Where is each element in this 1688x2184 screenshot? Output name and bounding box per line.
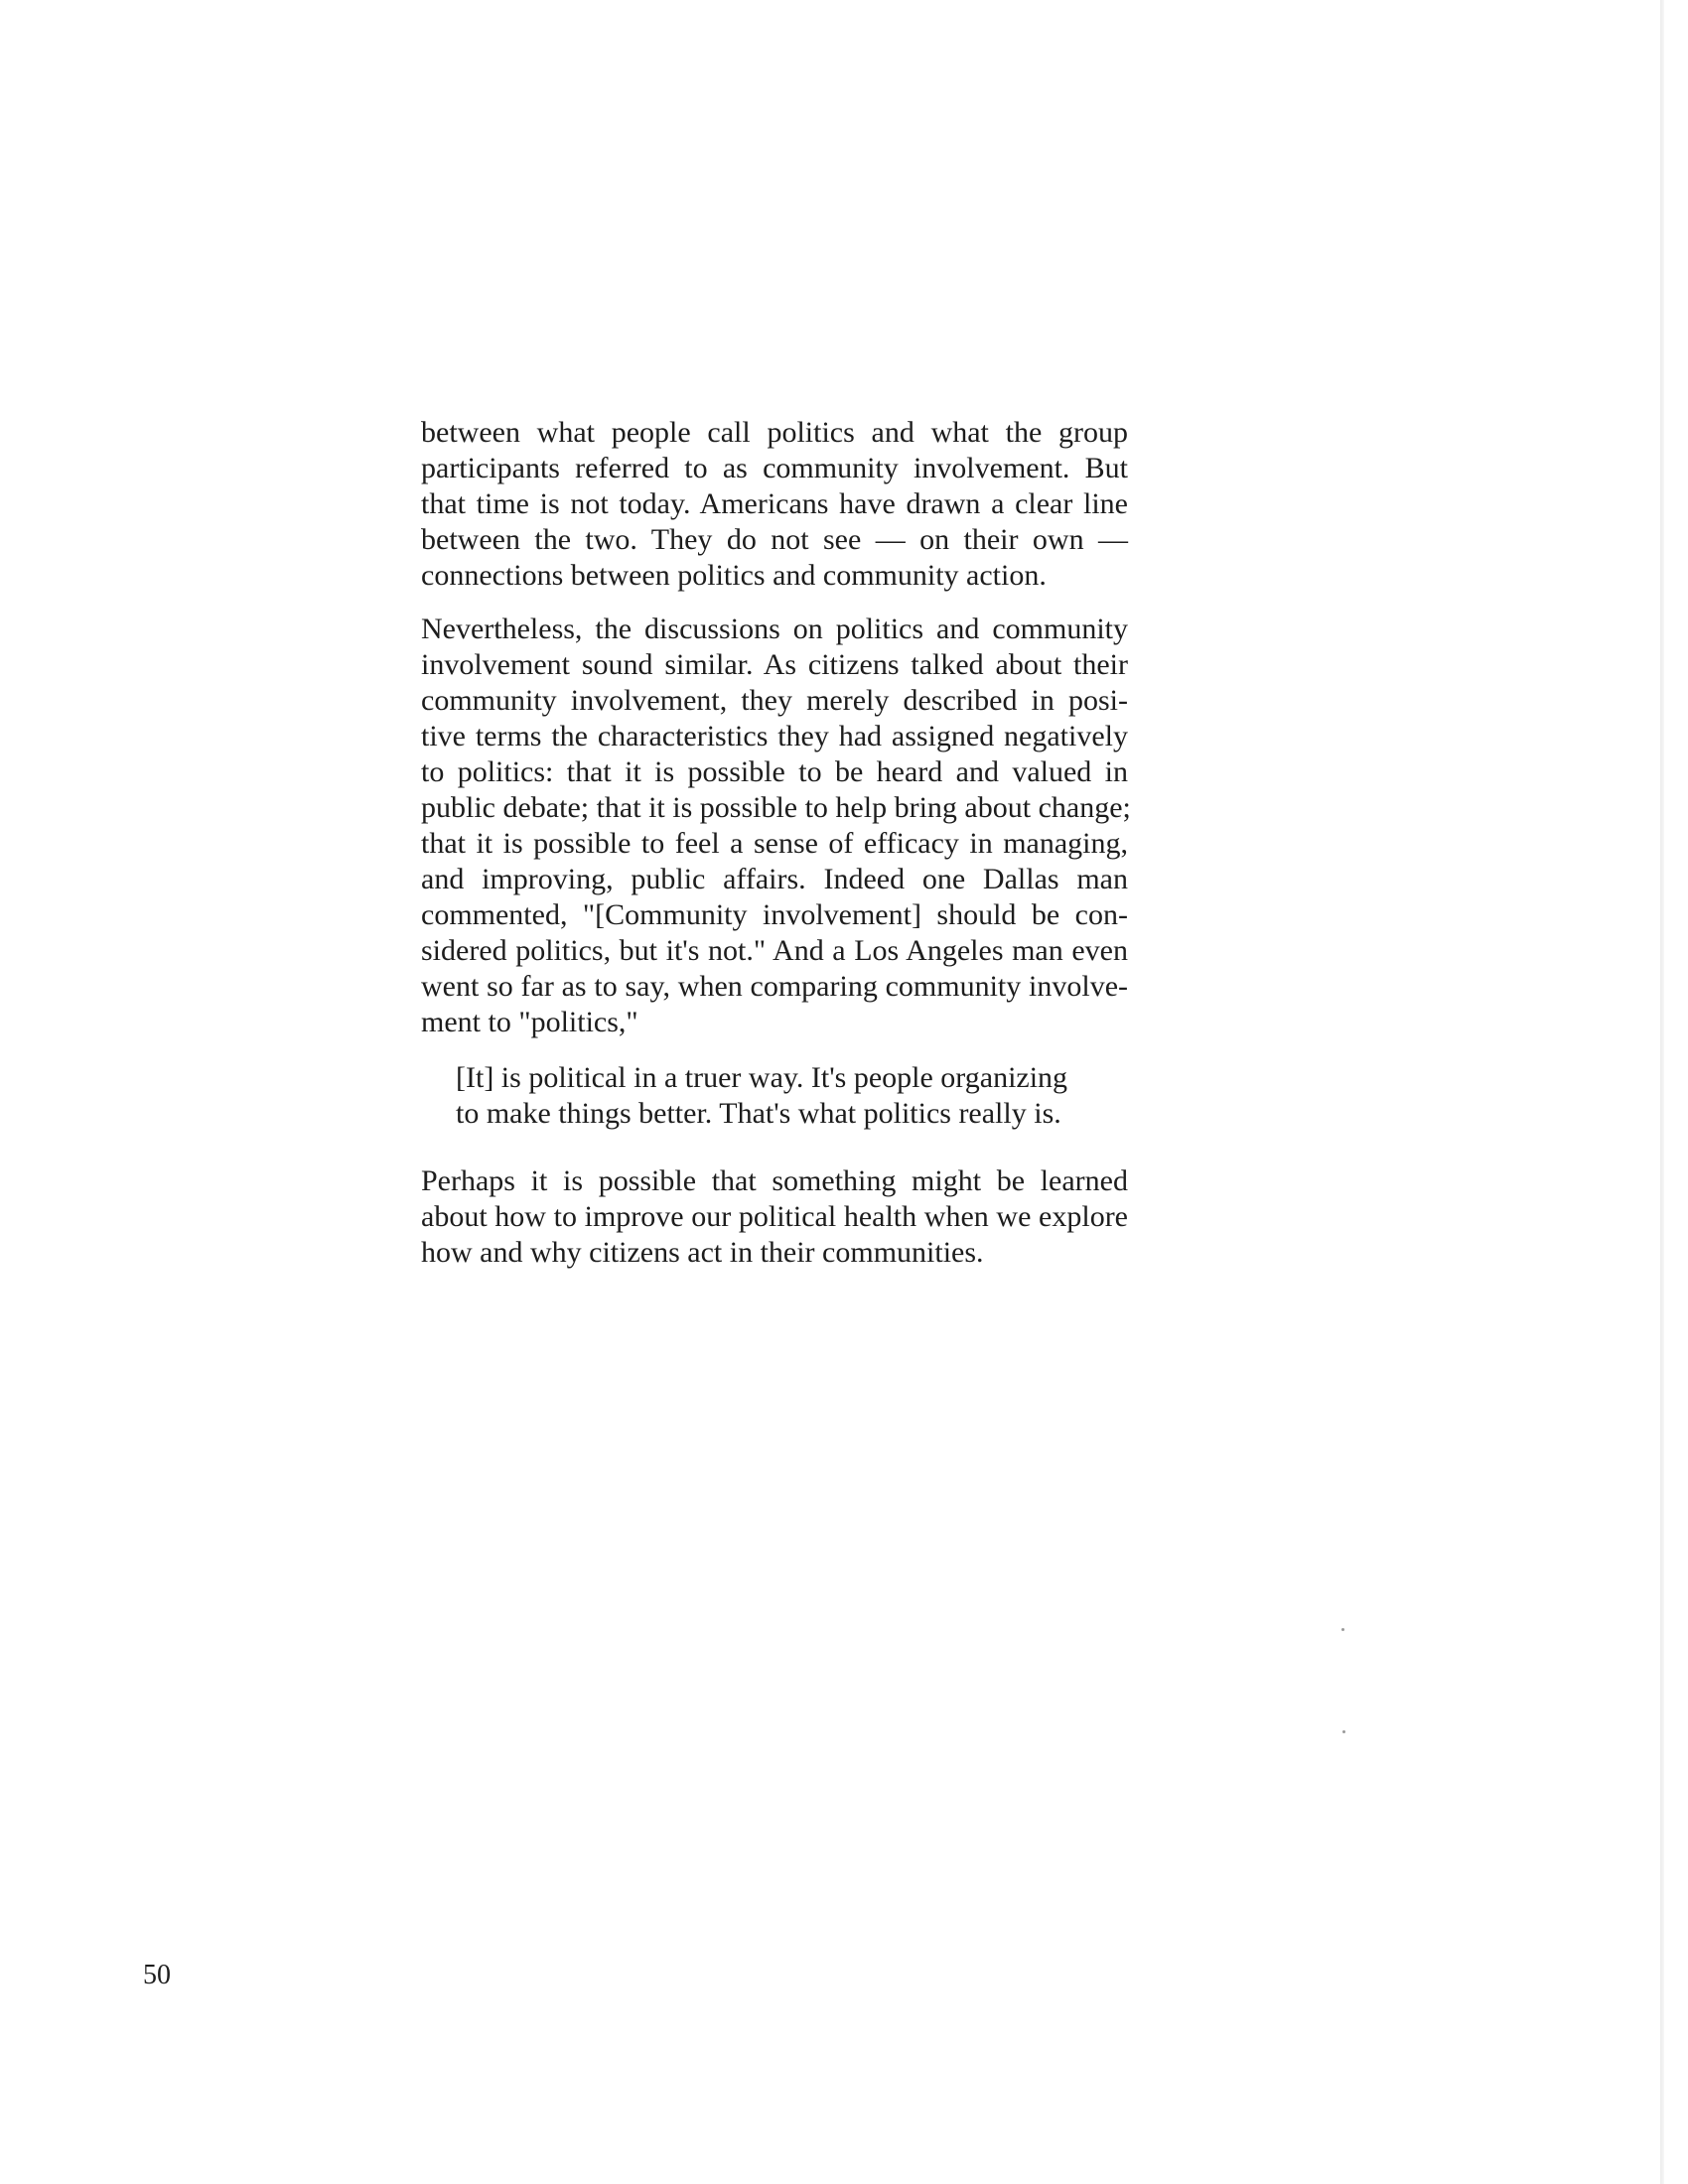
page-edge-shadow	[1660, 0, 1664, 2184]
text-line: sidered politics, but it's not." And a Los Angeles man even	[421, 934, 1128, 967]
text-line: involvement sound similar. As citizens talked about their	[421, 648, 1128, 681]
quote-line: [It] is political in a truer way. It's people organizing	[456, 1061, 1068, 1094]
text-line: Perhaps it is possible that something might be learned	[421, 1164, 1128, 1197]
text-line: between what people call politics and what the group	[421, 416, 1128, 449]
text-line: to politics: that it is possible to be heard and valued in	[421, 755, 1128, 788]
text-line: commented, "[Community involvement] should be con-	[421, 898, 1128, 931]
paragraph	[421, 415, 1128, 594]
text-line: tive terms the characteristics they had assigned negatively	[421, 720, 1128, 752]
text-line: that time is not today. Americans have drawn a clear line	[421, 487, 1128, 520]
text-line: went so far as to say, when comparing community involve-	[421, 970, 1128, 1003]
body-text-column	[421, 415, 1131, 1271]
text-line: community involvement, they merely described in posi-	[421, 684, 1128, 717]
text-line: public debate; that it is possible to help bring about change;	[421, 791, 1131, 824]
text-line: ment to "politics,"	[421, 1006, 638, 1038]
paragraph	[421, 612, 1131, 1040]
paragraph	[421, 1163, 1128, 1271]
text-line: connections between politics and community action.	[421, 559, 1047, 592]
text-line: about how to improve our political health when we explore	[421, 1200, 1128, 1233]
text-line: participants referred to as community involvement. But	[421, 452, 1128, 484]
text-line: that it is possible to feel a sense of efficacy in managing,	[421, 827, 1128, 860]
scan-speck	[1342, 1730, 1345, 1733]
block-quote	[456, 1060, 1091, 1132]
quote-line: to make things better. That's what politics really is.	[456, 1097, 1061, 1130]
text-line: and improving, public affairs. Indeed one Dallas man	[421, 863, 1128, 895]
text-line: Nevertheless, the discussions on politics and community	[421, 613, 1128, 645]
text-line: how and why citizens act in their communities.	[421, 1236, 984, 1269]
text-line: between the two. They do not see — on their own —	[421, 523, 1128, 556]
scan-speck	[1341, 1628, 1344, 1631]
page-number: 50	[143, 1960, 171, 1990]
